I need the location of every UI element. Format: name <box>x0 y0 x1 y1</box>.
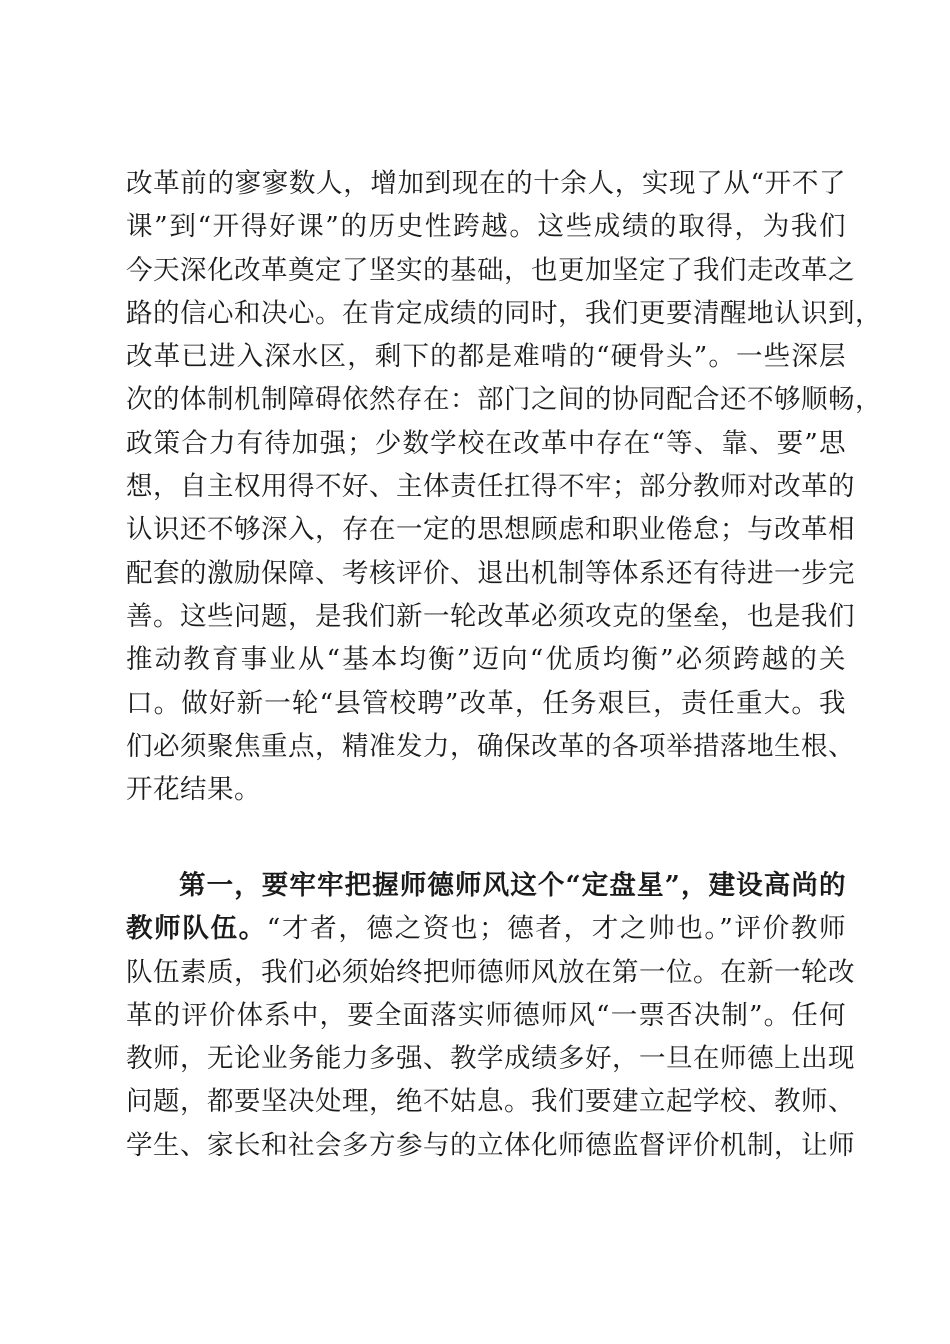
section-heading-end: 教师队伍。 <box>126 913 267 945</box>
paragraph-line: 革的评价体系中，要全面落实师德师风“一票否决制”。任何 <box>126 999 846 1031</box>
paragraph-line: 想，自主权用得不好、主体责任扛得不牢；部分教师对改革的 <box>126 471 855 503</box>
quote-text: “才者，德之资也；德者，才之帅也。”评价教师 <box>266 913 846 945</box>
paragraph-line: 配套的激励保障、考核评价、退出机制等体系还有待进一步完 <box>126 557 855 589</box>
paragraph-line: 路的信心和决心。在肯定成绩的同时，我们更要清醒地认识到， <box>126 297 882 329</box>
paragraph-line: 改革已进入深水区，剩下的都是难啃的“硬骨头”。一些深层 <box>126 341 846 373</box>
paragraph-line: 今天深化改革奠定了坚实的基础，也更加坚定了我们走改革之 <box>126 254 855 286</box>
paragraph-reform-achievements <box>126 162 882 811</box>
paragraph-line: 学生、家长和社会多方参与的立体化师德监督评价机制，让师 <box>126 1129 855 1161</box>
paragraph-line: 推动教育事业从“基本均衡”迈向“优质均衡”必须跨越的关 <box>126 644 846 676</box>
paragraph-line: 政策合力有待加强；少数学校在改革中存在“等、靠、要”思 <box>126 427 846 459</box>
paragraph-line: 课”到“开得好课”的历史性跨越。这些成绩的取得，为我们 <box>126 211 846 243</box>
paragraph-line: 队伍素质，我们必须始终把师德师风放在第一位。在新一轮改 <box>126 956 855 988</box>
paragraph-teacher-ethics <box>126 864 855 1167</box>
paragraph-line: 善。这些问题，是我们新一轮改革必须攻克的堡垒，也是我们 <box>126 600 855 632</box>
paragraph-line: 改革前的寥寥数人，增加到现在的十余人，实现了从“开不了 <box>126 168 846 199</box>
paragraph-line: 教师，无论业务能力多强、教学成绩多好，一旦在师德上出现 <box>126 1043 855 1075</box>
paragraph-line-mixed <box>126 907 846 950</box>
paragraph-line: 认识还不够深入，存在一定的思想顾虑和职业倦怠；与改革相 <box>126 514 855 546</box>
paragraph-line: 口。做好新一轮“县管校聘”改革，任务艰巨，责任重大。我 <box>126 687 846 719</box>
paragraph-line: 次的体制机制障碍依然存在：部门之间的协同配合还不够顺畅， <box>126 384 882 416</box>
paragraph-line: 们必须聚焦重点，精准发力，确保改革的各项举措落地生根、 <box>126 730 855 762</box>
paragraph-line: 开花结果。 <box>126 774 261 806</box>
paragraph-line: 问题，都要坚决处理，绝不姑息。我们要建立起学校、教师、 <box>126 1086 855 1118</box>
section-heading-line: 第一，要牢牢把握师德师风这个“定盘星”，建设高尚的 <box>179 870 846 901</box>
